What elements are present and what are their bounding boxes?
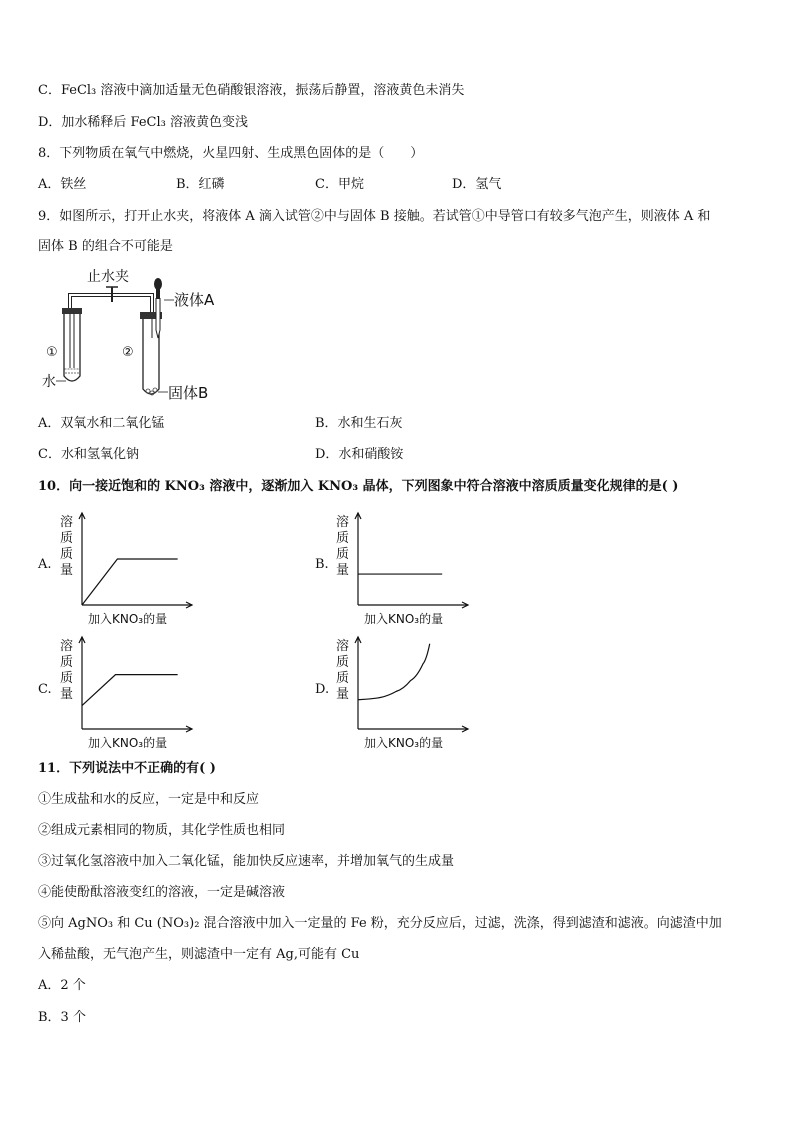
q10-label-b: B. <box>315 557 329 572</box>
q9-option-b: B．水和生石灰 <box>315 416 403 431</box>
tube1-label: ① <box>46 345 58 360</box>
water-label: 水 <box>42 374 56 390</box>
dropper <box>156 298 160 338</box>
q11-option-a: A．2 个 <box>38 978 86 993</box>
tube2-label: ② <box>122 345 134 360</box>
y-axis-label-char: 量 <box>60 687 74 702</box>
q10-stem: 10．向一接近饱和的 KNO₃ 溶液中，逐渐加入 KNO₃ 晶体，下列图象中符合溶液中溶质质量变化规律的是( ) <box>38 479 679 494</box>
y-axis-label-char: 质 <box>336 531 350 546</box>
q11-item-2: ②组成元素相同的物质，其化学性质也相同 <box>38 823 286 838</box>
y-axis-label-char: 溶 <box>60 515 74 530</box>
q9-option-c: C．水和氢氧化钠 <box>38 447 139 462</box>
y-axis-label-char: 质 <box>60 547 74 562</box>
q7-option-c: C．FeCl₃ 溶液中滴加适量无色硝酸银溶液，振荡后静置，溶液黄色未消失 <box>38 83 465 98</box>
q8-option-d: D．氢气 <box>452 177 502 192</box>
q10-chart-b <box>334 508 484 630</box>
q11-item-5-cont: 入稀盐酸，无气泡产生，则滤渣中一定有 Ag,可能有 Cu <box>38 947 360 962</box>
y-axis-label-char: 量 <box>336 687 350 702</box>
x-axis-label: 加入KNO₃的量 <box>364 612 444 626</box>
q9-apparatus-figure <box>40 268 230 403</box>
q11-item-4: ④能使酚酞溶液变红的溶液，一定是碱溶液 <box>38 885 286 900</box>
y-axis-label-char: 溶 <box>60 639 74 654</box>
q9-stem-line1: 9．如图所示，打开止水夹，将液体 A 滴入试管②中与固体 B 接触。若试管①中导管口有较多气泡产生，则液体 A 和 <box>38 209 711 224</box>
q10-label-c: C. <box>38 682 52 697</box>
y-axis-label-char: 量 <box>336 563 350 578</box>
y-axis-label-char: 量 <box>60 563 74 578</box>
q8-option-b: B．红磷 <box>176 177 225 192</box>
series-line <box>82 675 178 706</box>
x-axis-label: 加入KNO₃的量 <box>88 736 168 750</box>
y-axis-label-char: 质 <box>60 655 74 670</box>
q8-option-a: A．铁丝 <box>38 177 87 192</box>
q10-chart-c <box>58 632 208 754</box>
y-axis-label-char: 质 <box>336 547 350 562</box>
q10-label-a: A. <box>38 557 52 572</box>
series-line <box>82 559 178 605</box>
test-tube-1 <box>62 308 82 381</box>
q7-option-d: D．加水稀释后 FeCl₃ 溶液黄色变浅 <box>38 115 249 130</box>
q11-item-1: ①生成盐和水的反应，一定是中和反应 <box>38 792 260 807</box>
q11-item-3: ③过氧化氢溶液中加入二氧化锰，能加快反应速率，并增加氧气的生成量 <box>38 854 455 869</box>
q9-option-a: A．双氧水和二氧化锰 <box>38 416 165 431</box>
x-axis-label: 加入KNO₃的量 <box>364 736 444 750</box>
q8-option-c: C．甲烷 <box>315 177 364 192</box>
y-axis-label-char: 溶 <box>336 515 350 530</box>
q11-item-5: ⑤向 AgNO₃ 和 Cu (NO₃)₂ 混合溶液中加入一定量的 Fe 粉，充分反应后，过滤，洗涤，得到滤渣和滤液。向滤渣中加 <box>38 916 722 931</box>
x-axis-label: 加入KNO₃的量 <box>88 612 168 626</box>
q11-stem: 11．下列说法中不正确的有( ) <box>38 761 216 776</box>
q9-option-d: D．水和硝酸铵 <box>315 447 404 462</box>
y-axis-label-char: 溶 <box>336 639 350 654</box>
q11-option-b: B．3 个 <box>38 1010 86 1025</box>
q8-stem: 8．下列物质在氧气中燃烧，火星四射、生成黑色固体的是（ ） <box>38 146 424 161</box>
series-line <box>358 644 430 700</box>
y-axis-label-char: 质 <box>60 531 74 546</box>
liquid-a-label: 液体A <box>174 291 215 309</box>
q10-chart-d <box>334 632 484 754</box>
y-axis-label-char: 质 <box>336 671 350 686</box>
y-axis-label-char: 质 <box>336 655 350 670</box>
clamp-label: 止水夹 <box>87 269 129 285</box>
q10-label-d: D. <box>315 682 330 697</box>
q9-stem-line2: 固体 B 的组合不可能是 <box>38 239 173 254</box>
q10-chart-a <box>58 508 208 630</box>
y-axis-label-char: 质 <box>60 671 74 686</box>
solid-b-label: 固体B <box>168 384 209 402</box>
